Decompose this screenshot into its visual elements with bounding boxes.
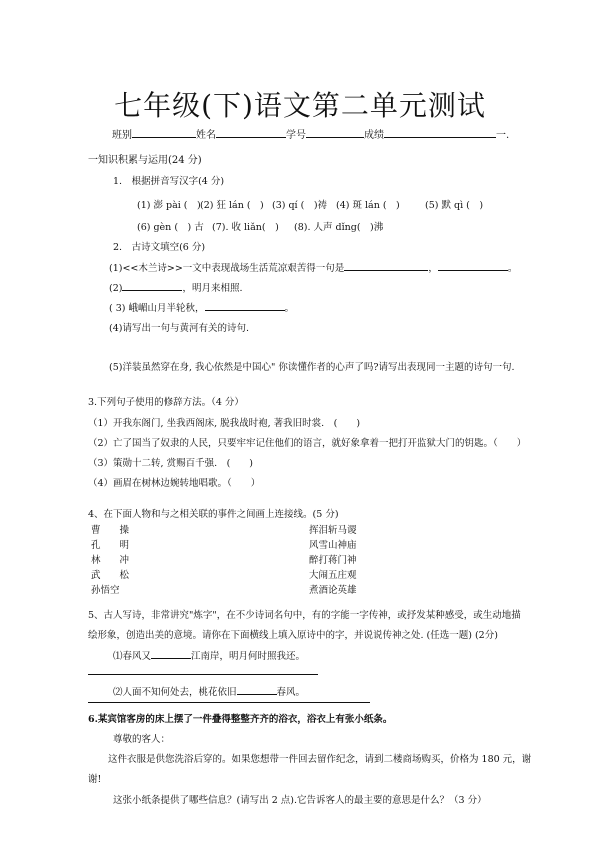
q4-event[interactable]: 挥泪斩马谡 xyxy=(309,525,357,536)
class-field[interactable] xyxy=(132,127,196,138)
answer-blank[interactable] xyxy=(237,684,277,695)
answer-blank[interactable] xyxy=(122,280,182,291)
q1-item: (8). 人声 dǐng( )沸 xyxy=(294,222,384,233)
q4-event[interactable]: 醉打蒋门神 xyxy=(309,555,357,566)
answer-blank[interactable] xyxy=(151,648,191,659)
q4-person[interactable]: 武 松 xyxy=(91,570,130,581)
student-info-line xyxy=(112,126,509,141)
q2-line5: (5)洋装虽然穿在身, 我心依然是中国心" 你读懂作者的心声了吗?请写出表现同一主题的诗句一句. xyxy=(109,362,515,373)
part1-heading: 一知识积累与运用(24 分) xyxy=(88,155,202,166)
answer-blank[interactable] xyxy=(438,260,508,271)
q4-event[interactable]: 大闹五庄观 xyxy=(309,570,357,581)
q4-person[interactable]: 林 冲 xyxy=(91,555,130,566)
note-line: 这件衣服是供您洗浴后穿的。如果您想带一件回去留作纪念，请到二楼商场购买，价格为 180 元，谢 xyxy=(108,754,532,765)
q2-line1: (1)<<木兰诗>>一文中表现战场生活荒凉艰苦得一句是 ， 。 xyxy=(109,260,517,274)
q2-line2: (2) ，明月来相照. xyxy=(109,280,243,294)
q1-title: 1. 根据拼音写汉字(4 分) xyxy=(113,176,225,187)
class-label: 班别 xyxy=(112,130,132,141)
q3-item: （3）策勋十二转, 赏赐百千强. ( ) xyxy=(88,458,254,469)
trail-text: 一. xyxy=(496,130,510,141)
answer-blank[interactable] xyxy=(344,260,428,271)
q6-question: 这张小纸条提供了哪些信息？(请写出 2 点).它告诉客人的最主要的意思是什么？（3 分） xyxy=(113,795,487,806)
q1-item: (2) 狂 lán ( ) xyxy=(200,200,264,211)
q5-line1: 5、古人写诗，非常讲究"炼字"，在不少诗词名句中，有的字能一字传神，或抒发某种感受，或生动地描 xyxy=(88,610,521,621)
q1-item: (3) qí ( )祷 xyxy=(272,200,328,211)
q4-event[interactable]: 风雪山神庙 xyxy=(309,540,357,551)
q1-item: (5) 默 qì ( ) xyxy=(425,200,484,211)
q6-title: 6.某宾馆客房的床上摆了一件叠得整整齐齐的浴衣，浴衣上有张小纸条。 xyxy=(88,714,393,725)
q1-item: (7). 收 liǎn( ) xyxy=(212,222,279,233)
q1-item: (4) 斑 lán ( ) xyxy=(336,200,400,211)
q1-item: (1) 澎 pài ( ) xyxy=(137,200,201,211)
q5-poem2: ⑵人面不知何处去，桃花依旧 春风。 xyxy=(113,684,305,698)
answer-line[interactable] xyxy=(88,674,318,675)
q5-poem1: ⑴春风又 江南岸，明月何时照我还。 xyxy=(113,648,305,662)
q4-event[interactable]: 煮酒论英雄 xyxy=(309,585,357,596)
q4-title: 4、在下面人物和与之相关联的事件之间画上连接线。(5 分) xyxy=(88,509,339,520)
q2-line3: ( 3) 峨嵋山月半轮秋， 。 xyxy=(109,300,294,314)
q3-item: （2）亡了国当了奴隶的人民，只要牢牢记住他们的语言，就好象拿着一把打开监狱大门的钥匙。（ ） xyxy=(88,438,527,449)
note-line: 谢! xyxy=(88,774,102,785)
q3-item: （4）画眉在树林边婉转地唱歌。（ ） xyxy=(88,478,261,489)
answer-blank[interactable] xyxy=(205,300,285,311)
name-field[interactable] xyxy=(216,127,286,138)
q1-item: (6) gèn ( ) 古 xyxy=(137,222,204,233)
q3-item: （1）开我东阁门, 坐我西阁床, 脱我战时袍, 著我旧时裳. ( ) xyxy=(88,418,361,429)
number-field[interactable] xyxy=(306,127,364,138)
q4-person[interactable]: 孙悟空 xyxy=(91,585,120,596)
q4-person[interactable]: 孔 明 xyxy=(91,540,130,551)
answer-line[interactable] xyxy=(88,702,370,703)
note-greeting: 尊敬的客人： xyxy=(113,734,171,745)
q4-person[interactable]: 曹 操 xyxy=(91,525,130,536)
q2-line4: (4)请写出一句与黄河有关的诗句. xyxy=(109,323,249,334)
number-label: 学号 xyxy=(286,130,306,141)
name-label: 姓名 xyxy=(196,130,216,141)
q5-line2: 绘形象，创造出美的意境。请你在下面横线上填入原诗中的字，并说说传神之处. (任选一题) (2分) xyxy=(88,630,498,641)
q3-title: 3.下列句子使用的修辞方法。（4 分） xyxy=(88,397,244,408)
q2-title: 2. 古诗文填空(6 分) xyxy=(113,242,206,253)
score-label: 成绩 xyxy=(364,130,384,141)
page-title: 七年级(下)语文第二单元测试 xyxy=(114,89,486,122)
score-field[interactable] xyxy=(384,127,496,138)
